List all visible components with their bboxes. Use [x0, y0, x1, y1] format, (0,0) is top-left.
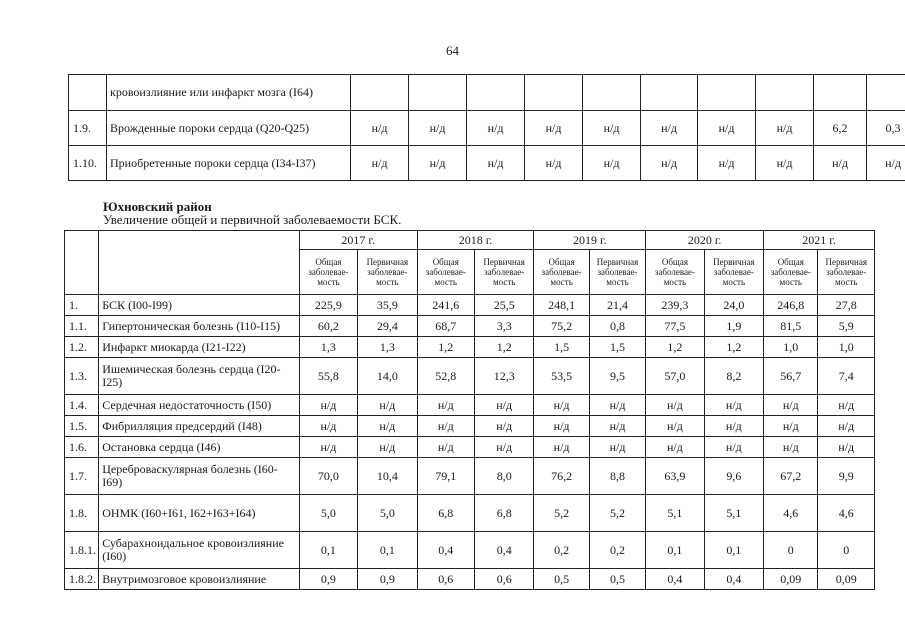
table-row: [65, 458, 875, 495]
row-label: Фибрилляция предсердий (I48): [99, 416, 299, 437]
value-cell: 7,4: [818, 358, 875, 395]
table-row: [65, 495, 875, 532]
value-cell: н/д: [646, 395, 704, 416]
value-cell: 248,1: [534, 295, 589, 316]
value-cell: 5,0: [358, 495, 417, 532]
row-index: 1.: [65, 295, 99, 316]
row-label: Цереброваскулярная болезнь (I60-I69): [99, 458, 299, 495]
row-label: Приобретенные пороки сердца (I34-I37): [107, 146, 351, 181]
value-cell: 4,6: [764, 495, 818, 532]
value-cell: н/д: [351, 146, 409, 181]
value-cell: 35,9: [358, 295, 417, 316]
value-cell: [698, 75, 756, 111]
top-table-body: [69, 75, 905, 181]
value-cell: 0,5: [534, 569, 589, 590]
row-label: Врожденные пороки сердца (Q20-Q25): [107, 111, 351, 146]
main-table-body: [65, 295, 875, 590]
value-cell: 8,8: [589, 458, 645, 495]
value-cell: 1,9: [704, 316, 763, 337]
measure-header-primary: Первичная заболевае-мость: [704, 250, 763, 295]
value-cell: н/д: [534, 437, 589, 458]
table-row: [65, 416, 875, 437]
row-label: БСК (I00-I99): [99, 295, 299, 316]
row-label: Инфаркт миокарда (I21-I22): [99, 337, 299, 358]
row-index: 1.10.: [69, 146, 107, 181]
district-title: Юхновский район: [103, 199, 212, 214]
table-row: [65, 395, 875, 416]
measure-header-primary: Первичная заболевае-мость: [818, 250, 875, 295]
value-cell: н/д: [814, 146, 867, 181]
value-cell: 27,8: [818, 295, 875, 316]
value-cell: 0,09: [764, 569, 818, 590]
row-label: кровоизлияние или инфаркт мозга (I64): [107, 75, 351, 111]
value-cell: 1,5: [589, 337, 645, 358]
value-cell: н/д: [698, 111, 756, 146]
value-cell: 1,3: [299, 337, 357, 358]
value-cell: н/д: [818, 395, 875, 416]
table-row: [65, 532, 875, 569]
value-cell: 77,5: [646, 316, 704, 337]
value-cell: 0,1: [299, 532, 357, 569]
value-cell: 241,6: [417, 295, 474, 316]
year-header: 2018 г.: [417, 231, 534, 250]
header-blank-label: [99, 231, 299, 295]
row-label: ОНМК (I60+I61, I62+I63+I64): [99, 495, 299, 532]
value-cell: 55,8: [299, 358, 357, 395]
value-cell: н/д: [474, 395, 533, 416]
row-index: 1.8.1.: [65, 532, 99, 569]
table-row: [65, 569, 875, 590]
measure-header-total: Общая заболевае-мость: [646, 250, 704, 295]
value-cell: [867, 75, 905, 111]
value-cell: н/д: [641, 146, 698, 181]
value-cell: 21,4: [589, 295, 645, 316]
value-cell: 5,1: [646, 495, 704, 532]
row-index: 1.8.2.: [65, 569, 99, 590]
table-caption: Увеличение общей и первичной заболеваемости БСК.: [103, 212, 402, 227]
measure-header-total: Общая заболевае-мость: [764, 250, 818, 295]
table-row: [65, 295, 875, 316]
value-cell: 29,4: [358, 316, 417, 337]
value-cell: 79,1: [417, 458, 474, 495]
value-cell: н/д: [358, 395, 417, 416]
value-cell: 1,2: [704, 337, 763, 358]
value-cell: н/д: [704, 416, 763, 437]
table-row: [65, 337, 875, 358]
value-cell: н/д: [534, 416, 589, 437]
value-cell: 9,5: [589, 358, 645, 395]
value-cell: 0,4: [417, 532, 474, 569]
value-cell: 5,9: [818, 316, 875, 337]
value-cell: 25,5: [474, 295, 533, 316]
value-cell: 0,4: [646, 569, 704, 590]
value-cell: н/д: [417, 416, 474, 437]
main-table-header: [65, 231, 875, 295]
value-cell: 12,3: [474, 358, 533, 395]
value-cell: 1,2: [417, 337, 474, 358]
value-cell: н/д: [583, 146, 641, 181]
value-cell: 0,3: [867, 111, 905, 146]
value-cell: 0,1: [646, 532, 704, 569]
value-cell: 76,2: [534, 458, 589, 495]
value-cell: н/д: [525, 111, 583, 146]
value-cell: 1,3: [358, 337, 417, 358]
value-cell: н/д: [646, 437, 704, 458]
value-cell: н/д: [525, 146, 583, 181]
value-cell: 8,0: [474, 458, 533, 495]
row-index: 1.5.: [65, 416, 99, 437]
value-cell: 6,8: [474, 495, 533, 532]
value-cell: [409, 75, 467, 111]
value-cell: 1,2: [474, 337, 533, 358]
value-cell: 0: [818, 532, 875, 569]
value-cell: н/д: [467, 111, 525, 146]
row-index: 1.6.: [65, 437, 99, 458]
value-cell: 0,8: [589, 316, 645, 337]
table-row: [69, 111, 905, 146]
value-cell: 9,6: [704, 458, 763, 495]
value-cell: н/д: [589, 395, 645, 416]
value-cell: н/д: [583, 111, 641, 146]
value-cell: 60,2: [299, 316, 357, 337]
value-cell: 53,5: [534, 358, 589, 395]
table-row: [65, 358, 875, 395]
value-cell: 0,9: [358, 569, 417, 590]
value-cell: 0,1: [704, 532, 763, 569]
value-cell: [351, 75, 409, 111]
value-cell: н/д: [756, 146, 814, 181]
value-cell: н/д: [299, 416, 357, 437]
value-cell: 0,2: [589, 532, 645, 569]
row-index: 1.9.: [69, 111, 107, 146]
value-cell: н/д: [409, 111, 467, 146]
value-cell: 239,3: [646, 295, 704, 316]
value-cell: н/д: [474, 416, 533, 437]
value-cell: 6,8: [417, 495, 474, 532]
value-cell: н/д: [818, 416, 875, 437]
value-cell: 0,9: [299, 569, 357, 590]
value-cell: 0,5: [589, 569, 645, 590]
value-cell: н/д: [358, 416, 417, 437]
value-cell: 10,4: [358, 458, 417, 495]
value-cell: н/д: [704, 437, 763, 458]
row-index: 1.8.: [65, 495, 99, 532]
value-cell: 1,5: [534, 337, 589, 358]
measure-header-primary: Первичная заболевае-мость: [474, 250, 533, 295]
value-cell: 56,7: [764, 358, 818, 395]
value-cell: 0,6: [474, 569, 533, 590]
value-cell: н/д: [641, 111, 698, 146]
row-index: 1.2.: [65, 337, 99, 358]
value-cell: н/д: [474, 437, 533, 458]
value-cell: 1,2: [646, 337, 704, 358]
value-cell: 6,2: [814, 111, 867, 146]
row-index: [69, 75, 107, 111]
table-row: [65, 437, 875, 458]
value-cell: 0,4: [474, 532, 533, 569]
measure-header-primary: Первичная заболевае-мость: [358, 250, 417, 295]
value-cell: н/д: [351, 111, 409, 146]
measure-header-total: Общая заболевае-мость: [417, 250, 474, 295]
table-row: [69, 75, 905, 111]
value-cell: 225,9: [299, 295, 357, 316]
value-cell: н/д: [818, 437, 875, 458]
value-cell: н/д: [764, 416, 818, 437]
value-cell: 68,7: [417, 316, 474, 337]
row-index: 1.3.: [65, 358, 99, 395]
value-cell: н/д: [409, 146, 467, 181]
row-label: Субарахноидальное кровоизлияние (I60): [99, 532, 299, 569]
value-cell: 0,6: [417, 569, 474, 590]
value-cell: 246,8: [764, 295, 818, 316]
value-cell: 5,2: [589, 495, 645, 532]
value-cell: н/д: [299, 437, 357, 458]
table-row: [65, 316, 875, 337]
value-cell: 81,5: [764, 316, 818, 337]
value-cell: н/д: [704, 395, 763, 416]
value-cell: н/д: [299, 395, 357, 416]
value-cell: 8,2: [704, 358, 763, 395]
top-table: [68, 74, 905, 181]
value-cell: 0: [764, 532, 818, 569]
value-cell: 24,0: [704, 295, 763, 316]
value-cell: н/д: [358, 437, 417, 458]
value-cell: 57,0: [646, 358, 704, 395]
value-cell: [641, 75, 698, 111]
year-header: 2020 г.: [646, 231, 764, 250]
header-blank-index: [65, 231, 99, 295]
value-cell: 52,8: [417, 358, 474, 395]
measure-header-total: Общая заболевае-мость: [299, 250, 357, 295]
value-cell: 63,9: [646, 458, 704, 495]
value-cell: н/д: [534, 395, 589, 416]
value-cell: н/д: [589, 416, 645, 437]
value-cell: н/д: [417, 437, 474, 458]
row-label: Сердечная недостаточность (I50): [99, 395, 299, 416]
measure-header-primary: Первичная заболевае-мость: [589, 250, 645, 295]
row-index: 1.1.: [65, 316, 99, 337]
value-cell: [583, 75, 641, 111]
page-number: 64: [446, 43, 459, 58]
value-cell: [756, 75, 814, 111]
header-row-years: [65, 231, 875, 250]
value-cell: 0,4: [704, 569, 763, 590]
value-cell: н/д: [467, 146, 525, 181]
value-cell: 67,2: [764, 458, 818, 495]
table-row: [69, 146, 905, 181]
value-cell: 4,6: [818, 495, 875, 532]
value-cell: 70,0: [299, 458, 357, 495]
value-cell: 3,3: [474, 316, 533, 337]
value-cell: [467, 75, 525, 111]
value-cell: н/д: [764, 395, 818, 416]
value-cell: н/д: [417, 395, 474, 416]
value-cell: н/д: [698, 146, 756, 181]
value-cell: 5,1: [704, 495, 763, 532]
value-cell: 14,0: [358, 358, 417, 395]
value-cell: н/д: [764, 437, 818, 458]
value-cell: 1,0: [818, 337, 875, 358]
year-header: 2019 г.: [534, 231, 646, 250]
value-cell: 5,2: [534, 495, 589, 532]
row-label: Остановка сердца (I46): [99, 437, 299, 458]
value-cell: 5,0: [299, 495, 357, 532]
value-cell: н/д: [646, 416, 704, 437]
row-label: Внутримозговое кровоизлияние: [99, 569, 299, 590]
value-cell: [814, 75, 867, 111]
year-header: 2017 г.: [299, 231, 417, 250]
value-cell: 9,9: [818, 458, 875, 495]
value-cell: 0,2: [534, 532, 589, 569]
value-cell: 0,1: [358, 532, 417, 569]
row-label: Ишемическая болезнь сердца (I20-I25): [99, 358, 299, 395]
value-cell: н/д: [756, 111, 814, 146]
value-cell: н/д: [867, 146, 905, 181]
row-index: 1.4.: [65, 395, 99, 416]
main-table: [64, 230, 875, 590]
row-index: 1.7.: [65, 458, 99, 495]
value-cell: 1,0: [764, 337, 818, 358]
value-cell: 75,2: [534, 316, 589, 337]
value-cell: 0,09: [818, 569, 875, 590]
row-label: Гипертоническая болезнь (I10-I15): [99, 316, 299, 337]
value-cell: н/д: [589, 437, 645, 458]
year-header: 2021 г.: [764, 231, 875, 250]
measure-header-total: Общая заболевае-мость: [534, 250, 589, 295]
value-cell: [525, 75, 583, 111]
